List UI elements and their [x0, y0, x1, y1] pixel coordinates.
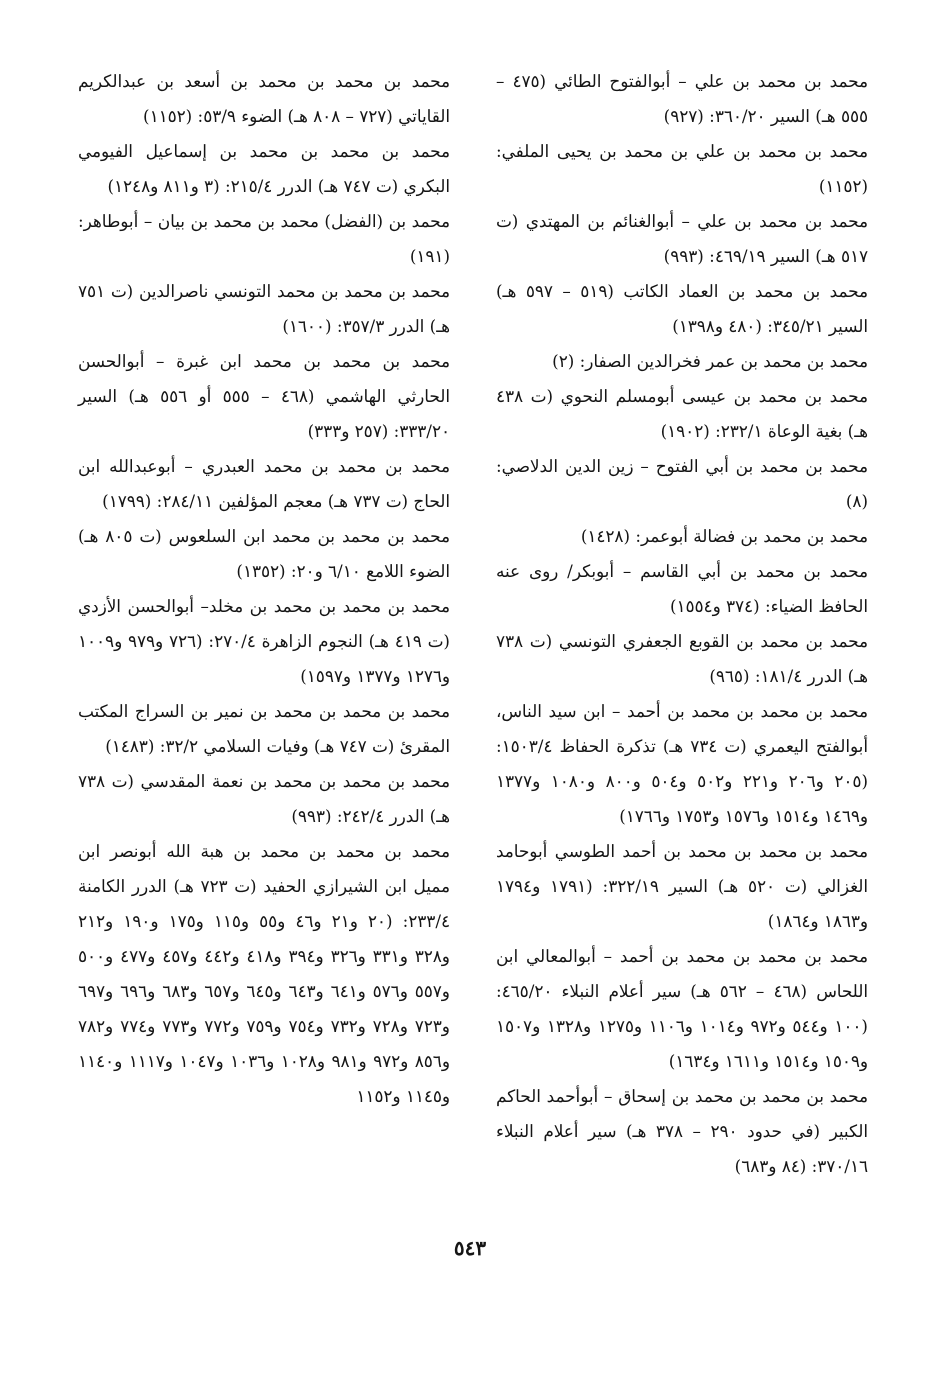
page-number: ٥٤٣: [453, 1236, 487, 1260]
right-column: [496, 64, 868, 1229]
index-columns: [78, 64, 868, 1229]
index-entry: محمد بن محمد بن فضالة أبوعمر: (١٤٢٨): [580, 526, 868, 546]
index-entry: محمد بن محمد بن محمد العبدري – أبوعبدالله ابن الحاج (ت ٧٣٧ هـ) معجم المؤلفين ٢٨٤/١١: (١٧٩٩): [78, 456, 450, 511]
index-entry: محمد بن محمد بن عيسى أبومسلم النحوي (ت ٤٣٨ هـ) بغية الوعاة ٢٣٢/١: (١٩٠٢): [496, 386, 868, 441]
index-entry: محمد بن (الفضل) محمد بن محمد بن بيان – أبوطاهر: (١٩١): [78, 211, 450, 266]
index-entry: محمد بن محمد بن محمد بن إسحاق – أبوأحمد الحاكم الكبير (في حدود ٢٩٠ – ٣٧٨ هـ) سير أعلام النبلاء ٣٧٠/١٦: (٨٤ و٦٨٣): [496, 1086, 869, 1176]
index-entry: محمد بن محمد بن علي بن محمد بن يحيى الملفي: (١١٥٢): [496, 141, 868, 196]
index-entry: محمد بن محمد بن محمد بن أسعد بن عبدالكريم القاياتي (٧٢٧ – ٨٠٨ هـ) الضوء ٥٣/٩: (١١٥٢): [78, 71, 450, 126]
index-entry: محمد بن محمد بن عمر فخرالدين الصفار: (٢): [552, 351, 868, 371]
index-entry: محمد بن محمد بن علي – أبوالغنائم بن المهتدي (ت ٥١٧ هـ) السير ٤٦٩/١٩: (٩٩٣): [496, 211, 868, 266]
index-entry: محمد بن محمد بن محمد بن أحمد الطوسي أبوحامد الغزالي (ت ٥٢٠ هـ) السير ٣٢٢/١٩: (١٧٩١ و١٧٩٤ و١٨٦٣ و١٨٦٤): [496, 841, 868, 931]
index-entry: محمد بن محمد بن محمد ابن السلعوس (ت ٨٠٥ هـ) الضوء اللامع ٦/١٠ و٢٠: (١٣٥٢): [78, 526, 451, 581]
index-entry: محمد بن محمد بن محمد بن نعمة المقدسي (ت ٧٣٨ هـ) الدرر ٢٤٢/٤: (٩٩٣): [78, 771, 450, 826]
index-entry: محمد بن محمد بن محمد بن أحمد – أبوالمعالي ابن اللحاس (٤٦٨ – ٥٦٢ هـ) سير أعلام النبلاء ٤٦٥/٢٠: (١٠٠ و٥٤٤ و٩٧٢ و١٠١٤ و١١٠٦ و١٢٧٥ و١٣٢٨ و١٥٠٧ و١٥٠٩ و١٥١٤ و١٦١١ و١٦٣٤): [496, 946, 868, 1071]
index-entry: محمد بن محمد بن محمد بن إسماعيل الفيومي البكري (ت ٧٤٧ هـ) الدرر ٢١٥/٤: (٣ و٨١١ و١٢٤٨): [78, 141, 450, 196]
index-entry: محمد بن محمد بن محمد بن هبة الله أبونصر ابن مميل ابن الشيرازي الحفيد (ت ٧٢٣ هـ) الدرر الكامنة ٢٣٣/٤: (٢٠ و٢١ و٤٦ و٥٥ و١١٥ و١٧٥ و١٩٠ و٢١٢ و٣٢٨ و٣٣١ و٣٢٦ و٣٩٤ و٤١٨ و٤٤٢ و٤٥٧ و٤٧٧ و٥٠٠ و٥٥٧ و٥٧٦ و٦٤١ و٦٤٣ و٦٤٥ و٦٥٧ و٦٨٣ و٦٩٦ و٦٩٧ و٧٢٣ و٧٢٨ و٧٣٢ و٧٥٤ و٧٥٩ و٧٧٢ و٧٧٣ و٧٧٤ و٧٨٢ و٨٥٦ و٩٧٢ و٩٨١ و١٠٢٨ و١٠٣٦ و١٠٤٧ و١١١٧ و١١٤٠ و١١٤٥ و١١٥٢: [78, 841, 450, 1106]
index-entry: محمد بن محمد بن محمد ابن غبرة – أبوالحسن الحارثي الهاشمي (٤٦٨ – ٥٥٥ أو ٥٥٦ هـ) السير ٣٣٣/٢٠: (٢٥٧ و٣٣٣): [78, 351, 451, 441]
index-entry: محمد بن محمد بن أبي القاسم – أبوبكر/ روى عنه الحافظ الضياء: (٣٧٤ و١٥٥٤): [496, 561, 868, 616]
index-entry: محمد بن محمد بن محمد بن نمير بن السراج المكتب المقرئ (ت ٧٤٧ هـ) وفيات السلامي ٣٢/٢: (١٤٨٣): [78, 701, 450, 756]
index-entry: محمد بن محمد بن علي – أبوالفتوح الطائي (٤٧٥ – ٥٥٥ هـ) السير ٣٦٠/٢٠: (٩٢٧): [496, 71, 868, 126]
left-column: [78, 64, 450, 1229]
index-entry: محمد بن محمد بن محمد بن مخلد– أبوالحسن الأزدي (ت ٤١٩ هـ) النجوم الزاهرة ٢٧٠/٤: (٧٢٦ و٩٧٩ و١٠٠٩ و١٢٧٦ و١٣٧٧ و١٥٩٧): [78, 596, 450, 686]
index-entry: محمد بن محمد بن العماد الكاتب (٥١٩ – ٥٩٧ هـ) السير ٣٤٥/٢١: (٤٨٠ و١٣٩٨): [496, 281, 868, 336]
index-entry: محمد بن محمد بن القوبع الجعفري التونسي (ت ٧٣٨ هـ) الدرر ١٨١/٤: (٩٦٥): [496, 631, 868, 686]
index-entry: محمد بن محمد بن أبي الفتوح – زين الدين الدلاصي: (٨): [496, 456, 868, 511]
index-entry: محمد بن محمد بن محمد التونسي ناصرالدين (ت ٧٥١ هـ) الدرر ٣٥٧/٣: (١٦٠٠): [78, 281, 450, 336]
index-entry: محمد بن محمد بن محمد بن أحمد – ابن سيد الناس، أبوالفتح اليعمري (ت ٧٣٤ هـ) تذكرة الحفاظ ١٥٠٣/٤: (٢٠٥ و٢٠٦ و٢٢١ و٥٠٢ و٥٠٤ و٨٠٠ و١٠٨٠ و١٣٧٧ و١٤٦٩ و١٥١٤ و١٥٧٦ و١٧٥٣ و١٧٦٦): [496, 701, 868, 826]
